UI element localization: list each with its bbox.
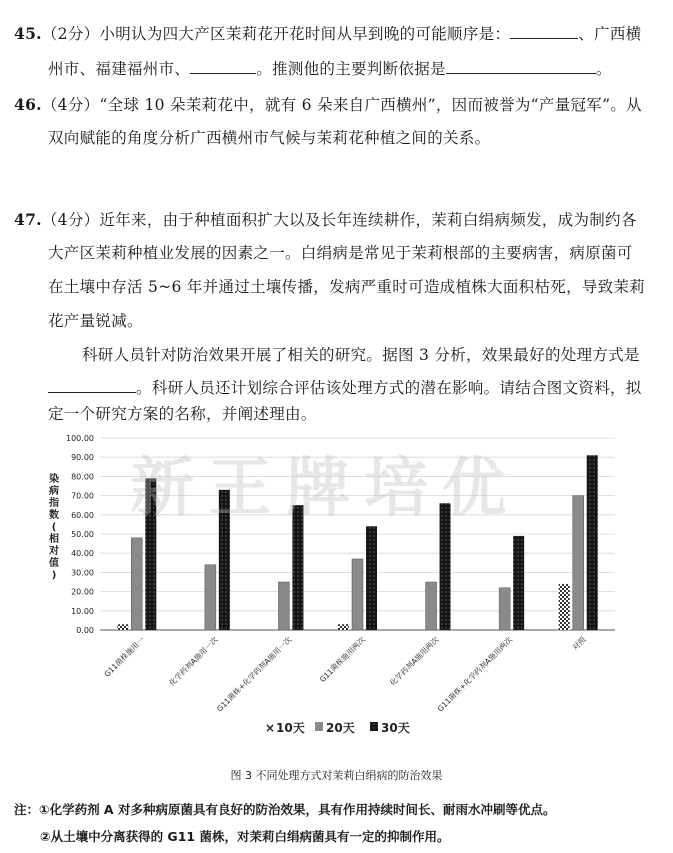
legend-label: 20天 bbox=[326, 721, 355, 735]
x-axis-categories bbox=[102, 634, 588, 713]
question-47-line-6 bbox=[48, 378, 642, 398]
bar-10天-7 bbox=[559, 584, 570, 630]
bar-10天-4 bbox=[338, 624, 349, 630]
legend-label: 30天 bbox=[381, 721, 410, 735]
question-47-line-3: 在土壤中存活 5~6 年并通过土壤传播，发病严重时可造成植株大面积枯死，导致茉莉 bbox=[48, 278, 646, 296]
y-tick-label: 90.00 bbox=[71, 453, 94, 463]
legend-marker-10: × bbox=[265, 721, 276, 735]
y-tick-label: 40.00 bbox=[71, 549, 94, 559]
bar-20天-6 bbox=[499, 588, 510, 630]
y-tick-label: 100.00 bbox=[66, 434, 94, 443]
x-category-label: G11菌株+化学药剂A施用两次 bbox=[435, 635, 515, 714]
y-tick-label: 60.00 bbox=[71, 510, 94, 520]
y-tick-label: 0.00 bbox=[76, 626, 94, 635]
bar-chart-figure-3 bbox=[40, 430, 640, 760]
x-category-label: 对照 bbox=[570, 635, 588, 653]
x-category-label: G11菌株施用两次 bbox=[317, 635, 367, 685]
question-45-line-2 bbox=[48, 59, 612, 79]
question-45-text-b: 、广西横 bbox=[578, 25, 642, 43]
question-47-line-5: 科研人员针对防治效果开展了相关的研究。据图 3 分析，效果最好的处理方式是 bbox=[82, 346, 640, 364]
answer-blank-45-1[interactable] bbox=[510, 24, 578, 39]
question-46-text-b: 双向赋能的角度分析广西横州市气候与茉莉花种植之间的关系。 bbox=[48, 129, 491, 147]
y-axis-label-char: ) bbox=[51, 570, 57, 581]
y-tick-label: 70.00 bbox=[71, 491, 94, 501]
bar-10天-1 bbox=[117, 624, 128, 630]
chart-legend bbox=[265, 720, 410, 735]
y-axis-ticks bbox=[66, 434, 94, 635]
bar-30天-7 bbox=[587, 455, 598, 630]
bar-20天-1 bbox=[131, 538, 142, 630]
x-category-label: 化学药剂A施用两次 bbox=[388, 635, 441, 688]
note-1: 注：①化学药剂 A 对多种病原菌具有良好的防治效果，具有作用持续时间长、耐雨水冲刷等优点。 bbox=[14, 802, 556, 817]
y-axis-label-char: 病 bbox=[49, 486, 59, 497]
question-45-line-1 bbox=[14, 24, 641, 44]
question-45-text-e: 。 bbox=[595, 60, 612, 78]
y-tick-label: 20.00 bbox=[71, 587, 94, 597]
bar-20天-5 bbox=[426, 582, 437, 630]
bar-20天-4 bbox=[352, 559, 363, 630]
y-axis-label-char: 对 bbox=[49, 546, 59, 557]
bar-20天-2 bbox=[205, 565, 216, 630]
question-46-text-a: （4分）“全球 10 朵茉莉花中，就有 6 朵来自广西横州”，因而被誉为“产量冠军”。从 bbox=[41, 96, 642, 114]
note-2: ②从土壤中分离获得的 G11 菌株，对茉莉白绢病菌具有一定的抑制作用。 bbox=[40, 829, 450, 844]
y-axis-label-char: 值 bbox=[49, 558, 59, 569]
figure-caption: 图 3 不同处理方式对茉莉白绢病的防治效果 bbox=[230, 769, 443, 782]
watermark: 新王牌培优 bbox=[130, 452, 520, 526]
answer-blank-45-2[interactable] bbox=[190, 59, 256, 74]
legend-swatch-20天 bbox=[315, 722, 323, 731]
question-45-number: 45. bbox=[14, 24, 42, 43]
y-tick-label: 10.00 bbox=[71, 606, 94, 616]
question-47-line-2: 大产区茉莉种植业发展的因素之一。白绢病是常见于茉莉根部的主要病害，病原菌可 bbox=[48, 244, 633, 262]
question-45-text-d: 。推测他的主要判断依据是 bbox=[256, 60, 446, 78]
answer-blank-47-1[interactable] bbox=[48, 378, 136, 393]
y-axis-label-char: 数 bbox=[49, 510, 59, 521]
question-46-number: 46. bbox=[14, 95, 42, 114]
x-category-label: G11菌株施用一 bbox=[102, 635, 147, 679]
question-47-line-4: 花产量锐减。 bbox=[48, 312, 143, 330]
y-axis-label bbox=[48, 472, 59, 581]
question-47-text-6: 。科研人员还计划综合评估该处理方式的潜在影响。请结合图文资料，拟 bbox=[136, 379, 642, 397]
question-45-text-c: 州市、福建福州市、 bbox=[48, 60, 191, 78]
x-category-label: G11菌株+化学药剂A施用一次 bbox=[215, 635, 294, 714]
y-axis-label-char: 染 bbox=[49, 474, 59, 485]
legend-label: 10天 bbox=[276, 721, 305, 735]
y-tick-label: 30.00 bbox=[71, 568, 94, 578]
question-47-line-1 bbox=[14, 210, 637, 230]
bar-20天-3 bbox=[278, 582, 289, 630]
answer-blank-45-3[interactable] bbox=[446, 59, 596, 74]
question-46-line-2 bbox=[48, 128, 490, 148]
y-tick-label: 80.00 bbox=[71, 472, 94, 482]
question-45-text-a: （2分）小明认为四大产区茉莉花开花时间从早到晚的可能顺序是： bbox=[41, 25, 511, 43]
y-axis-label-char: ( bbox=[51, 522, 57, 533]
y-axis-label-char: 指 bbox=[49, 498, 59, 509]
y-tick-label: 50.00 bbox=[71, 530, 94, 539]
y-axis-label-char: 相 bbox=[49, 534, 59, 545]
bar-30天-4 bbox=[366, 526, 377, 630]
legend-swatch-30天 bbox=[370, 722, 378, 731]
x-category-label: 化学药剂A施用一次 bbox=[167, 635, 220, 688]
question-47-text-1: （4分）近年来，由于种植面积扩大以及长年连续耕作，茉莉白绢病频发，成为制约各 bbox=[41, 211, 637, 229]
question-46-line-1 bbox=[14, 95, 642, 115]
question-47-line-7: 定一个研究方案的名称，并阐述理由。 bbox=[48, 405, 317, 423]
question-47-number: 47. bbox=[14, 210, 42, 229]
bar-20天-7 bbox=[573, 496, 584, 630]
bar-30天-6 bbox=[513, 536, 524, 630]
